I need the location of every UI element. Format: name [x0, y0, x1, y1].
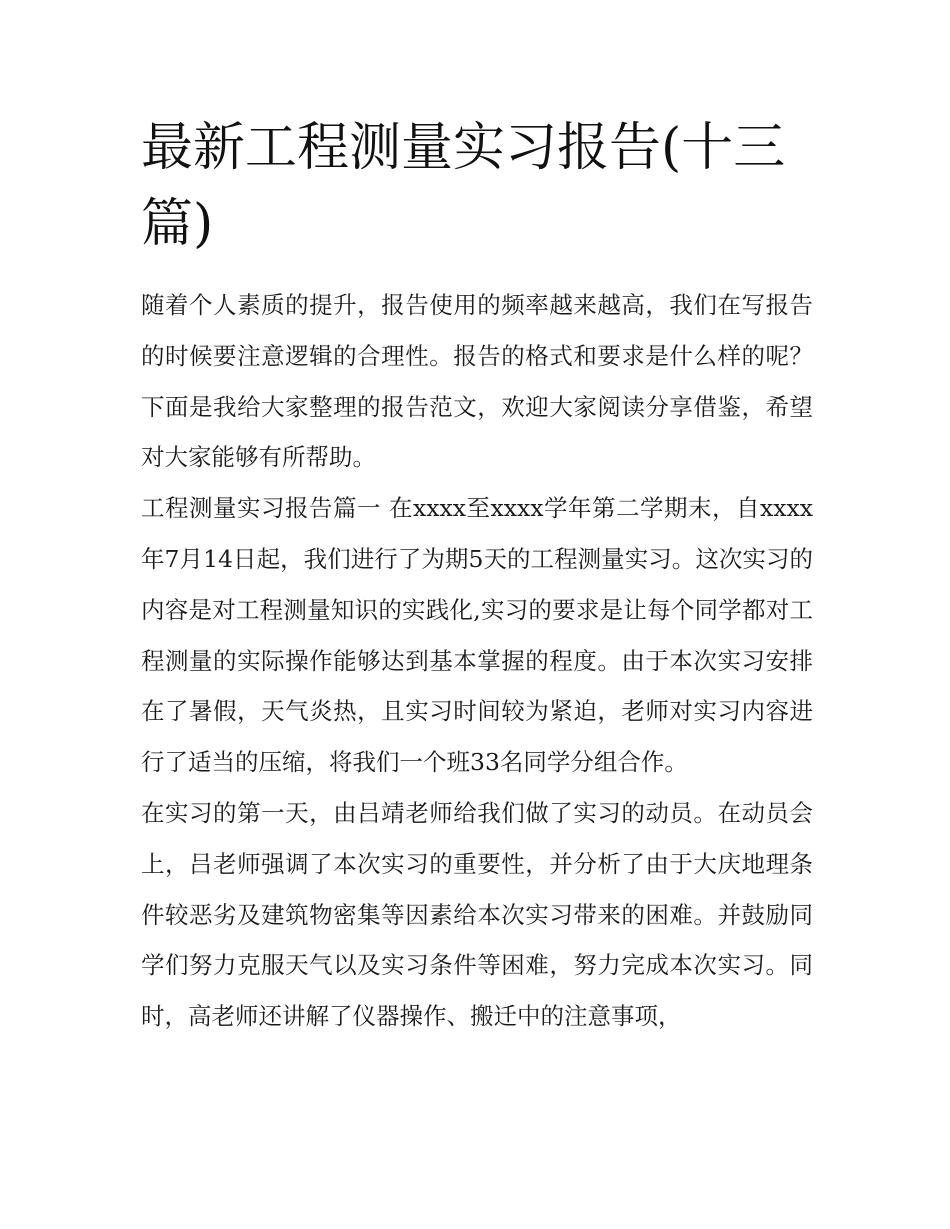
paragraph: 随着个人素质的提升，报告使用的频率越来越高，我们在写报告的时候要注意逻辑的合理性。报告的格式和要求是什么样的呢？下面是我给大家整理的报告范文，欢迎大家阅读分享借鉴，希望对大家能够有所帮助。 [141, 291, 813, 472]
paragraph: 在实习的第一天，由吕靖老师给我们做了实习的动员。在动员会上，吕老师强调了本次实习的重要性，并分析了由于大庆地理条件较恶劣及建筑物密集等因素给本次实习带来的困难。并鼓励同学们努力克服天气以及实习条件等困难，努力完成本次实习。同时，高老师还讲解了仪器操作、搬迁中的注意事项， [141, 798, 813, 1031]
paragraph: 工程测量实习报告篇一 在xxxx至xxxx学年第二学期末，自xxxx年7月14日起，我们进行了为期5天的工程测量实习。这次实习的内容是对工程测量知识的实践化,实习的要求是让每个同学都对工程测量的实际操作能够达到基本掌握的程度。由于本次实习安排在了暑假，天气炎热，且实习时间较为紧迫，老师对实习内容进行了适当的压缩，将我们一个班33名同学分组合作。 [141, 494, 813, 777]
document-body [141, 280, 813, 1042]
document-title: 最新工程测量实习报告(十三篇) [141, 118, 786, 254]
